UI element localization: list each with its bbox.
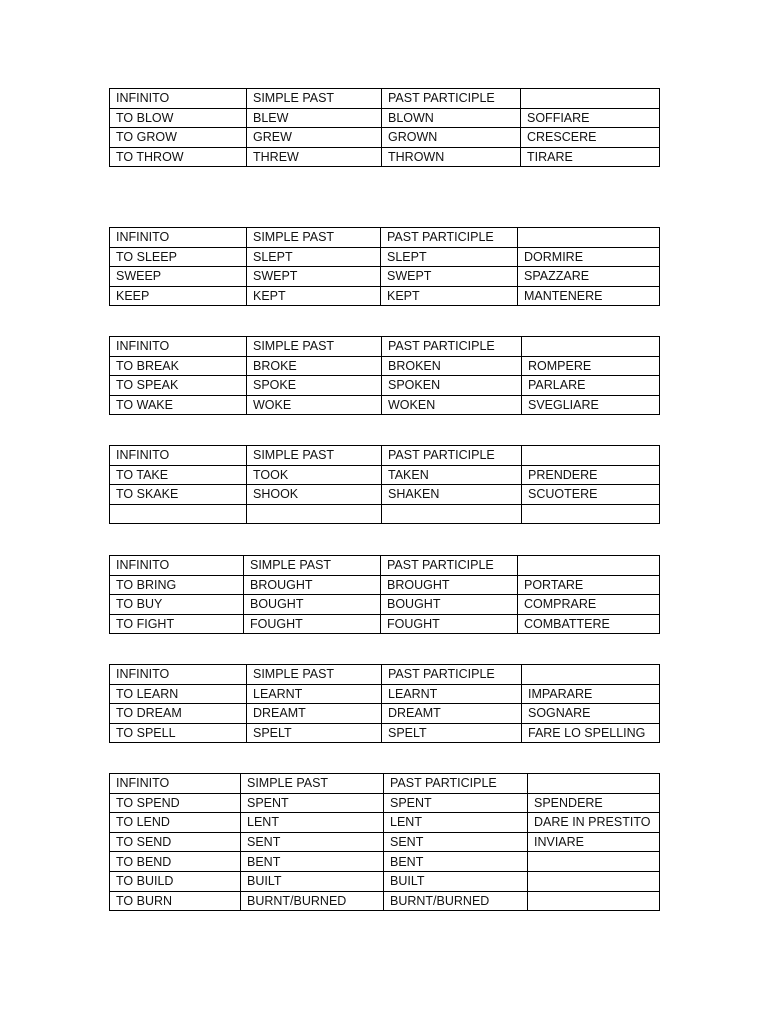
table-cell: DARE IN PRESTITO (528, 813, 660, 833)
table-cell: LEARNT (247, 684, 382, 704)
table-cell: TO SPEAK (110, 376, 247, 396)
table-row (110, 852, 660, 872)
table-cell: CRESCERE (521, 128, 660, 148)
table-cell: TO GROW (110, 128, 247, 148)
table-cell: IMPARARE (522, 684, 660, 704)
header-cell: INFINITO (110, 774, 241, 794)
verb-table-6 (109, 664, 660, 743)
header-cell: PAST PARTICIPLE (382, 89, 521, 109)
table-cell: FOUGHT (244, 614, 381, 634)
table-cell: TO SPELL (110, 723, 247, 743)
table-header-row (110, 337, 660, 357)
table-row (110, 356, 660, 376)
table-cell: SLEPT (247, 247, 381, 267)
table-cell: TO BEND (110, 852, 241, 872)
header-cell: PAST PARTICIPLE (384, 774, 528, 794)
table-cell: SENT (384, 832, 528, 852)
table-header-row (110, 774, 660, 794)
table-row (110, 108, 660, 128)
verb-table-2 (109, 227, 660, 306)
table-row (110, 504, 660, 524)
table-cell (522, 504, 660, 524)
table-row (110, 267, 660, 287)
table-header-row (110, 665, 660, 685)
table-row (110, 575, 660, 595)
table-cell: FARE LO SPELLING (522, 723, 660, 743)
table-cell: SENT (241, 832, 384, 852)
table-cell: BUILT (241, 871, 384, 891)
table-cell: BUILT (384, 871, 528, 891)
header-cell: SIMPLE PAST (247, 228, 381, 248)
table-cell: KEPT (381, 286, 518, 306)
table-cell: TO BLOW (110, 108, 247, 128)
table-cell: GROWN (382, 128, 521, 148)
table-cell: SPENT (241, 793, 384, 813)
table-cell: TO THROW (110, 147, 247, 167)
table-cell: THREW (247, 147, 382, 167)
header-cell: SIMPLE PAST (247, 665, 382, 685)
table-row (110, 793, 660, 813)
table-cell: BOUGHT (244, 595, 381, 615)
table-cell: SVEGLIARE (522, 395, 660, 415)
header-cell: PAST PARTICIPLE (381, 228, 518, 248)
header-cell: INFINITO (110, 228, 247, 248)
table-cell: LEARNT (382, 684, 522, 704)
table-row (110, 871, 660, 891)
table-cell: PRENDERE (522, 465, 660, 485)
table-cell: BROKE (247, 356, 382, 376)
table-cell: ROMPERE (522, 356, 660, 376)
header-cell (518, 556, 660, 576)
header-cell (522, 665, 660, 685)
table-cell: TAKEN (382, 465, 522, 485)
table-cell: LENT (241, 813, 384, 833)
table-cell: TO WAKE (110, 395, 247, 415)
table-cell: WOKEN (382, 395, 522, 415)
table-cell: SPENDERE (528, 793, 660, 813)
table-cell: SPELT (382, 723, 522, 743)
header-cell: SIMPLE PAST (244, 556, 381, 576)
table-cell: TO SLEEP (110, 247, 247, 267)
table-cell: SWEPT (381, 267, 518, 287)
table-cell: KEEP (110, 286, 247, 306)
header-cell: INFINITO (110, 89, 247, 109)
table-row (110, 813, 660, 833)
table-cell: SPOKE (247, 376, 382, 396)
verb-table-3 (109, 336, 660, 415)
header-cell: SIMPLE PAST (247, 337, 382, 357)
table-cell: GREW (247, 128, 382, 148)
header-cell (522, 337, 660, 357)
table-cell: TOOK (247, 465, 382, 485)
table-row (110, 376, 660, 396)
table-cell: TO BURN (110, 891, 241, 911)
table-cell: TO TAKE (110, 465, 247, 485)
table-cell: COMPRARE (518, 595, 660, 615)
table-row (110, 723, 660, 743)
table-cell: DORMIRE (518, 247, 660, 267)
verb-table-5 (109, 555, 660, 634)
table-row (110, 147, 660, 167)
table-cell: BURNT/BURNED (241, 891, 384, 911)
table-cell: SHAKEN (382, 485, 522, 505)
table-cell: TO BREAK (110, 356, 247, 376)
table-cell: SLEPT (381, 247, 518, 267)
table-cell: SWEEP (110, 267, 247, 287)
table-row (110, 832, 660, 852)
table-row (110, 395, 660, 415)
table-row (110, 485, 660, 505)
header-cell (518, 228, 660, 248)
table-cell: PARLARE (522, 376, 660, 396)
table-cell (528, 871, 660, 891)
table-cell: INVIARE (528, 832, 660, 852)
header-cell: INFINITO (110, 665, 247, 685)
verb-table-4 (109, 445, 660, 524)
table-cell (382, 504, 522, 524)
table-cell: THROWN (382, 147, 521, 167)
verb-table-1 (109, 88, 660, 167)
table-header-row (110, 228, 660, 248)
table-header-row (110, 89, 660, 109)
header-cell: PAST PARTICIPLE (382, 337, 522, 357)
header-cell: SIMPLE PAST (247, 446, 382, 466)
table-row (110, 595, 660, 615)
table-cell: DREAMT (382, 704, 522, 724)
header-cell: SIMPLE PAST (247, 89, 382, 109)
table-row (110, 891, 660, 911)
table-cell: SPAZZARE (518, 267, 660, 287)
table-cell: SOGNARE (522, 704, 660, 724)
table-cell: COMBATTERE (518, 614, 660, 634)
header-cell: SIMPLE PAST (241, 774, 384, 794)
header-cell (521, 89, 660, 109)
table-row (110, 128, 660, 148)
table-cell: SHOOK (247, 485, 382, 505)
table-cell (247, 504, 382, 524)
table-cell (528, 852, 660, 872)
header-cell: PAST PARTICIPLE (381, 556, 518, 576)
table-cell: PORTARE (518, 575, 660, 595)
table-header-row (110, 446, 660, 466)
table-cell: SWEPT (247, 267, 381, 287)
table-cell: SCUOTERE (522, 485, 660, 505)
table-cell: TO BUILD (110, 871, 241, 891)
table-cell: TO SEND (110, 832, 241, 852)
header-cell: INFINITO (110, 337, 247, 357)
table-cell: DREAMT (247, 704, 382, 724)
header-cell: PAST PARTICIPLE (382, 446, 522, 466)
table-cell: LENT (384, 813, 528, 833)
table-cell: BENT (384, 852, 528, 872)
table-row (110, 247, 660, 267)
verb-table-7 (109, 773, 660, 911)
table-row (110, 286, 660, 306)
header-cell (522, 446, 660, 466)
table-cell: MANTENERE (518, 286, 660, 306)
header-cell: INFINITO (110, 446, 247, 466)
table-cell: SPELT (247, 723, 382, 743)
table-cell: BLOWN (382, 108, 521, 128)
table-cell: KEPT (247, 286, 381, 306)
table-cell: TO FIGHT (110, 614, 244, 634)
table-row (110, 465, 660, 485)
table-cell: BROUGHT (381, 575, 518, 595)
table-cell: BROKEN (382, 356, 522, 376)
table-cell: TO LEND (110, 813, 241, 833)
table-cell: FOUGHT (381, 614, 518, 634)
table-cell: TO SPEND (110, 793, 241, 813)
table-cell: SOFFIARE (521, 108, 660, 128)
table-cell: SPOKEN (382, 376, 522, 396)
table-cell: BENT (241, 852, 384, 872)
header-cell: PAST PARTICIPLE (382, 665, 522, 685)
table-cell: BLEW (247, 108, 382, 128)
table-cell: BURNT/BURNED (384, 891, 528, 911)
table-cell: BOUGHT (381, 595, 518, 615)
header-cell (528, 774, 660, 794)
table-cell: BROUGHT (244, 575, 381, 595)
table-cell: TIRARE (521, 147, 660, 167)
table-cell: WOKE (247, 395, 382, 415)
table-cell: TO BRING (110, 575, 244, 595)
table-row (110, 684, 660, 704)
table-cell: TO SKAKE (110, 485, 247, 505)
table-cell: TO LEARN (110, 684, 247, 704)
header-cell: INFINITO (110, 556, 244, 576)
table-cell: SPENT (384, 793, 528, 813)
table-cell: TO BUY (110, 595, 244, 615)
table-header-row (110, 556, 660, 576)
table-cell: TO DREAM (110, 704, 247, 724)
table-cell (110, 504, 247, 524)
table-cell (528, 891, 660, 911)
table-row (110, 704, 660, 724)
table-row (110, 614, 660, 634)
